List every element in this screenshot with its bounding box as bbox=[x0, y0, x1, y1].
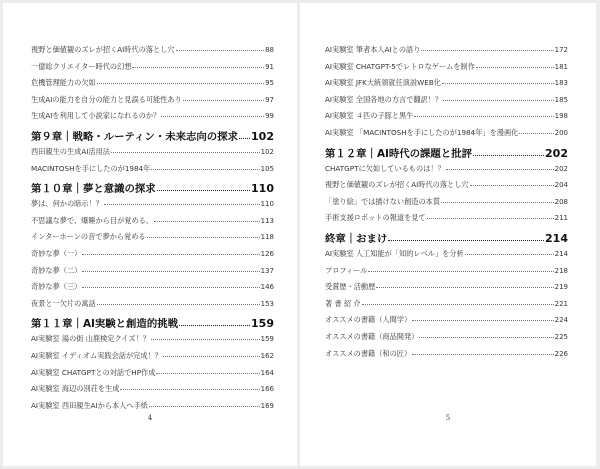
toc-entry-title: 奇妙な夢（二） bbox=[31, 265, 82, 275]
toc-entry-page: 214 bbox=[545, 231, 568, 245]
toc-entry-page: 88 bbox=[265, 46, 274, 54]
dot-leader bbox=[151, 339, 260, 340]
toc-entry-page: 224 bbox=[554, 316, 568, 325]
dot-leader bbox=[519, 133, 553, 134]
dot-leader bbox=[82, 254, 259, 255]
toc-entry-title: オススメの書籍（人間学） bbox=[325, 315, 412, 325]
toc-entry bbox=[325, 299, 568, 316]
toc-entry bbox=[31, 78, 274, 95]
toc-entry bbox=[325, 62, 568, 79]
dot-leader bbox=[149, 406, 260, 407]
toc-entry-page: 218 bbox=[554, 266, 568, 275]
table-of-contents-right bbox=[325, 45, 568, 365]
dot-leader bbox=[388, 240, 544, 241]
dot-leader bbox=[476, 67, 554, 68]
toc-entry-page: 225 bbox=[554, 332, 568, 341]
toc-entry-title: AI実験室 西田親生AIから本人へ手紙 bbox=[31, 400, 148, 410]
toc-chapter-heading bbox=[31, 315, 274, 334]
toc-entry bbox=[31, 232, 274, 249]
toc-entry-title: オススメの書籍（商品開発） bbox=[325, 331, 419, 341]
toc-entry-page: 185 bbox=[554, 95, 568, 104]
left-page bbox=[3, 3, 297, 466]
dot-leader bbox=[157, 190, 250, 191]
toc-entry-page: 181 bbox=[554, 62, 568, 71]
toc-entry-page: 214 bbox=[554, 249, 568, 258]
toc-entry-page: 102 bbox=[260, 147, 274, 156]
toc-entry-title: 危機管理能力の欠如 bbox=[31, 78, 96, 88]
dot-leader bbox=[473, 155, 544, 156]
toc-entry-title: AI実験室 ４匹の子豚と黒牛 bbox=[325, 111, 414, 121]
toc-entry bbox=[325, 197, 568, 214]
dot-leader bbox=[443, 100, 553, 101]
toc-entry-title: AI実験室 湯の街 山鹿検定クイズ！？ bbox=[31, 334, 150, 344]
toc-entry-page: 113 bbox=[260, 216, 274, 225]
dot-leader bbox=[97, 83, 264, 84]
toc-entry bbox=[325, 282, 568, 299]
dot-leader bbox=[465, 254, 554, 255]
toc-chapter-heading bbox=[31, 180, 274, 199]
dot-leader bbox=[362, 304, 554, 305]
dot-leader bbox=[82, 271, 259, 272]
dot-leader bbox=[176, 50, 264, 51]
toc-entry-page: 95 bbox=[265, 79, 274, 88]
table-of-contents-left bbox=[31, 45, 274, 417]
toc-entry-title: 奇妙な夢（一） bbox=[31, 248, 82, 258]
dot-leader bbox=[163, 356, 260, 357]
toc-chapter-heading bbox=[31, 128, 274, 147]
dot-leader bbox=[441, 202, 554, 203]
toc-entry-title: 不思議な夢で、爆睡から目が覚める。 bbox=[31, 215, 154, 225]
dot-leader bbox=[442, 83, 554, 84]
toc-entry-title: AI実験室 JFK大統領就任演説WEB化 bbox=[325, 78, 441, 88]
toc-entry bbox=[325, 164, 568, 181]
toc-entry-title: 第１１章｜AI実験と創造的挑戦 bbox=[31, 318, 178, 331]
toc-entry-page: 110 bbox=[251, 182, 274, 196]
toc-entry-title: 第９章｜戦略・ルーティン・未来志向の探求 bbox=[31, 130, 238, 143]
toc-entry-title: 奇妙な夢（三） bbox=[31, 282, 82, 292]
toc-entry-page: 211 bbox=[554, 214, 568, 223]
toc-entry bbox=[31, 216, 274, 233]
toc-entry-page: 126 bbox=[260, 249, 274, 258]
dot-leader bbox=[419, 337, 553, 338]
toc-entry-title: AI実験室 海辺の別荘を生成 bbox=[31, 384, 120, 394]
dot-leader bbox=[154, 221, 260, 222]
dot-leader bbox=[179, 325, 250, 326]
toc-entry-title: 夢は、何かの暗示！？ bbox=[31, 199, 103, 209]
toc-entry-page: 102 bbox=[251, 129, 274, 143]
toc-entry-page: 105 bbox=[260, 164, 274, 173]
toc-entry-page: 200 bbox=[554, 128, 568, 137]
toc-entry bbox=[325, 78, 568, 95]
toc-entry-page: 221 bbox=[554, 299, 568, 308]
toc-entry-title: 生成AIを利用して小説家になれるのか？ bbox=[31, 111, 161, 121]
toc-entry bbox=[31, 62, 274, 79]
toc-entry-page: 164 bbox=[260, 368, 274, 377]
toc-chapter-heading bbox=[325, 145, 568, 164]
toc-entry-page: 153 bbox=[260, 299, 274, 308]
toc-entry bbox=[325, 266, 568, 283]
toc-entry bbox=[31, 282, 274, 299]
toc-entry-page: 146 bbox=[260, 283, 274, 292]
dot-leader bbox=[111, 152, 260, 153]
toc-entry bbox=[31, 334, 274, 351]
dot-leader bbox=[97, 304, 260, 305]
toc-entry bbox=[31, 299, 274, 316]
dot-leader bbox=[132, 67, 264, 68]
toc-entry-page: 97 bbox=[265, 95, 274, 104]
toc-entry-title: 第１０章｜夢と意識の探求 bbox=[31, 183, 156, 196]
dot-leader bbox=[239, 138, 250, 139]
page-number-right: 5 bbox=[445, 414, 451, 422]
dot-leader bbox=[412, 354, 553, 355]
dot-leader bbox=[421, 50, 553, 51]
toc-entry bbox=[325, 349, 568, 366]
toc-entry-page: 169 bbox=[260, 401, 274, 410]
toc-entry bbox=[31, 45, 274, 62]
dot-leader bbox=[156, 373, 259, 374]
dot-leader bbox=[446, 169, 554, 170]
dot-leader bbox=[470, 185, 554, 186]
toc-entry bbox=[31, 164, 274, 181]
right-page bbox=[300, 3, 596, 466]
toc-entry bbox=[31, 95, 274, 112]
toc-entry bbox=[31, 199, 274, 216]
toc-entry-title: プロフィール bbox=[325, 265, 368, 275]
toc-entry-page: 208 bbox=[554, 197, 568, 206]
toc-entry bbox=[325, 249, 568, 266]
toc-entry bbox=[31, 147, 274, 164]
toc-entry-page: 204 bbox=[554, 181, 568, 190]
dot-leader bbox=[427, 218, 554, 219]
toc-entry-title: 視野と価値観のズレが招くAI時代の落とし穴 bbox=[325, 180, 469, 190]
toc-entry-page: 183 bbox=[554, 79, 568, 88]
toc-entry-title: オススメの書籍（和の匠） bbox=[325, 348, 412, 358]
toc-entry-title: 夜景と一欠片の寓話 bbox=[31, 298, 96, 308]
toc-entry-title: CHATGPTに欠如しているものは！？ bbox=[325, 163, 445, 173]
toc-entry-title: 第１２章｜AI時代の課題と批評 bbox=[325, 147, 472, 160]
dot-leader bbox=[161, 116, 264, 117]
toc-entry-page: 137 bbox=[260, 266, 274, 275]
toc-entry-title: 視野と価値観のズレが招くAI時代の落とし穴 bbox=[31, 45, 175, 54]
toc-entry-title: AI実験室 イディオム実践会話が完成！？ bbox=[31, 350, 162, 360]
toc-entry-title: 一億総クリエイター時代の幻想 bbox=[31, 61, 132, 71]
toc-entry bbox=[325, 315, 568, 332]
toc-entry-page: 91 bbox=[265, 62, 274, 71]
toc-entry-title: 手術支援ロボットの報道を見て bbox=[325, 213, 426, 223]
toc-entry-title: 「塗り絵」では描けない創造の本質 bbox=[325, 196, 441, 206]
page-number-left: 4 bbox=[147, 414, 153, 422]
toc-entry bbox=[325, 128, 568, 145]
toc-entry bbox=[325, 332, 568, 349]
toc-entry-title: AI実験室 筆者本人AIとの語り bbox=[325, 45, 421, 54]
dot-leader bbox=[412, 320, 553, 321]
toc-entry-title: 終章｜おまけ bbox=[325, 232, 388, 245]
toc-entry-title: AI実験室 CHATGPT-5でレトロなゲームを制作 bbox=[325, 61, 475, 71]
toc-entry bbox=[325, 95, 568, 112]
toc-entry-title: 受賞歴・活動歴 bbox=[325, 282, 376, 292]
toc-entry bbox=[31, 266, 274, 283]
toc-entry bbox=[325, 111, 568, 128]
toc-entry bbox=[325, 45, 568, 62]
toc-entry bbox=[31, 111, 274, 128]
toc-entry-page: 159 bbox=[251, 317, 274, 331]
toc-entry-page: 172 bbox=[554, 46, 568, 54]
toc-entry-page: 202 bbox=[545, 146, 568, 160]
toc-entry bbox=[325, 213, 568, 230]
toc-entry-page: 162 bbox=[260, 351, 274, 360]
dot-leader bbox=[368, 271, 553, 272]
toc-entry bbox=[31, 351, 274, 368]
toc-entry-page: 219 bbox=[554, 283, 568, 292]
dot-leader bbox=[183, 100, 264, 101]
toc-entry-title: AI実験室 「MACINTOSHを手にしたのが1984年」を漫画化 bbox=[325, 127, 519, 137]
dot-leader bbox=[151, 169, 259, 170]
toc-entry bbox=[31, 249, 274, 266]
toc-entry-page: 118 bbox=[260, 233, 274, 242]
dot-leader bbox=[414, 116, 553, 117]
toc-entry-page: 166 bbox=[260, 385, 274, 394]
toc-entry-title: 生成AIの能力を自分の能力と見誤る可能性あり bbox=[31, 94, 182, 104]
toc-entry-page: 159 bbox=[260, 335, 274, 344]
toc-entry-title: AI実験室 CHATGPTとの対話でHP作成 bbox=[31, 367, 156, 377]
toc-entry-title: 西田親生の生成AI活用法 bbox=[31, 146, 110, 156]
toc-entry-page: 99 bbox=[265, 112, 274, 121]
dot-leader bbox=[120, 389, 259, 390]
toc-chapter-heading bbox=[325, 230, 568, 249]
toc-entry bbox=[325, 180, 568, 197]
dot-leader bbox=[104, 204, 260, 205]
dot-leader bbox=[82, 287, 259, 288]
toc-entry-page: 226 bbox=[554, 349, 568, 358]
toc-entry-title: 著 書 紹 介 bbox=[325, 298, 361, 308]
toc-entry bbox=[31, 368, 274, 385]
toc-entry-title: MACINTOSHを手にしたのが1984年 bbox=[31, 163, 151, 173]
dot-leader bbox=[376, 287, 553, 288]
toc-entry-page: 202 bbox=[554, 164, 568, 173]
toc-entry-title: インターホーンの音で夢から覚める bbox=[31, 232, 146, 242]
toc-entry-page: 110 bbox=[260, 200, 274, 209]
toc-entry-title: AI実験室 全国各地の方言で翻訳！？ bbox=[325, 94, 443, 104]
toc-entry-title: AI実験室 人工知能が「知的レベル」を分析 bbox=[325, 248, 464, 258]
toc-entry-page: 198 bbox=[554, 112, 568, 121]
dot-leader bbox=[147, 237, 260, 238]
toc-entry bbox=[31, 384, 274, 401]
